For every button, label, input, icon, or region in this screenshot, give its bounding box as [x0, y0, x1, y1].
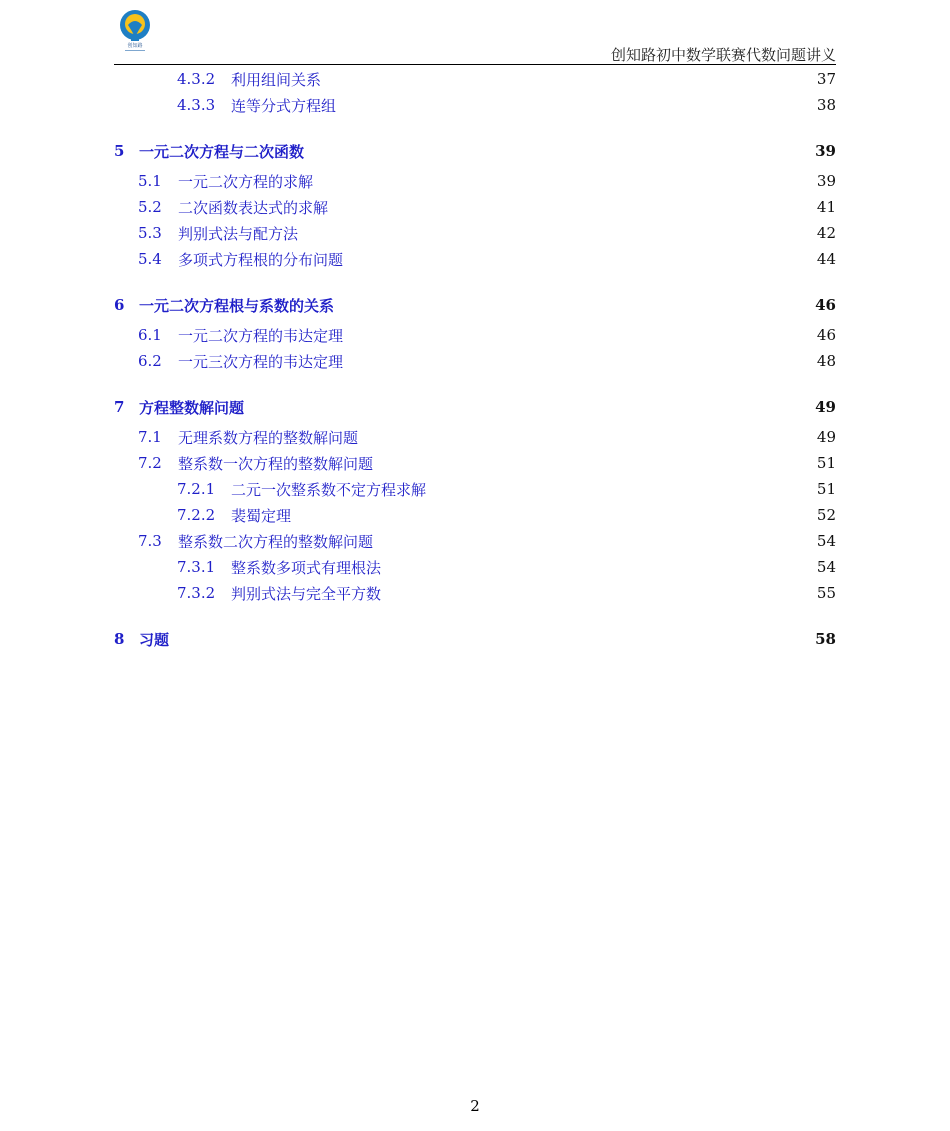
table-of-contents — [114, 66, 836, 656]
toc-entry-title[interactable]: 利用组间关系 — [231, 70, 322, 89]
toc-entry-page[interactable]: 41 — [816, 198, 836, 216]
toc-entry-title[interactable]: 一元二次方程与二次函数 — [139, 142, 305, 161]
toc-dot-leader — [344, 95, 804, 115]
toc-dot-leader — [381, 453, 804, 473]
toc-entry-title[interactable]: 裴蜀定理 — [231, 506, 292, 525]
toc-section[interactable] — [114, 348, 836, 374]
toc-dot-leader — [321, 171, 804, 191]
toc-entry-number[interactable]: 5.3 — [138, 224, 162, 242]
toc-entry-title[interactable]: 整系数多项式有理根法 — [231, 558, 382, 577]
toc-entry-number[interactable]: 7.2.1 — [177, 480, 216, 498]
toc-section[interactable] — [114, 220, 836, 246]
toc-entry-number[interactable]: 4.3.3 — [177, 96, 216, 114]
toc-section[interactable] — [114, 450, 836, 476]
toc-entry-page[interactable]: 55 — [816, 584, 836, 602]
toc-entry-title[interactable]: 一元三次方程的韦达定理 — [178, 352, 344, 371]
toc-dot-leader — [299, 505, 804, 525]
toc-chapter[interactable] — [114, 288, 836, 322]
toc-entry-page[interactable]: 46 — [816, 326, 836, 344]
toc-dot-leader — [329, 69, 804, 89]
toc-entry-title[interactable]: 判别式法与完全平方数 — [231, 584, 382, 603]
toc-entry-page[interactable]: 39 — [816, 172, 836, 190]
logo — [114, 9, 156, 53]
header-rule — [114, 64, 836, 65]
toc-entry-number[interactable]: 7.3 — [138, 532, 162, 550]
toc-entry-page[interactable]: 46 — [815, 296, 836, 314]
toc-chapter[interactable] — [114, 622, 836, 656]
toc-entry-number[interactable]: 7.2 — [138, 454, 162, 472]
toc-entry-number[interactable]: 5.4 — [138, 250, 162, 268]
toc-dot-leader — [351, 351, 804, 371]
toc-entry-title[interactable]: 连等分式方程组 — [231, 96, 337, 115]
toc-entry-title[interactable]: 二次函数表达式的求解 — [178, 198, 329, 217]
toc-entry-number[interactable]: 7 — [114, 398, 125, 416]
toc-entry-title[interactable]: 整系数一次方程的整数解问题 — [178, 454, 374, 473]
toc-subsection[interactable] — [114, 92, 836, 118]
toc-entry-number[interactable]: 5 — [114, 142, 125, 160]
toc-entry-page[interactable]: 38 — [816, 96, 836, 114]
toc-entry-page[interactable]: 48 — [816, 352, 836, 370]
toc-dot-leader — [351, 325, 804, 345]
toc-entry-page[interactable]: 44 — [816, 250, 836, 268]
toc-dot-leader — [434, 479, 804, 499]
toc-chapter[interactable] — [114, 390, 836, 424]
toc-section[interactable] — [114, 194, 836, 220]
toc-section[interactable] — [114, 322, 836, 348]
toc-entry-title[interactable]: 一元二次方程根与系数的关系 — [139, 296, 335, 315]
toc-dot-leader — [381, 531, 804, 551]
toc-subsection[interactable] — [114, 580, 836, 606]
running-title: 创知路初中数学联赛代数问题讲义 — [610, 46, 836, 64]
toc-entry-page[interactable]: 39 — [815, 142, 836, 160]
toc-dot-leader — [336, 197, 804, 217]
toc-dot-leader — [389, 557, 804, 577]
toc-entry-number[interactable]: 7.2.2 — [177, 506, 216, 524]
toc-entry-title[interactable]: 无理系数方程的整数解问题 — [178, 428, 359, 447]
toc-subsection[interactable] — [114, 502, 836, 528]
toc-entry-page[interactable]: 54 — [816, 558, 836, 576]
toc-subsection[interactable] — [114, 476, 836, 502]
toc-subsection[interactable] — [114, 66, 836, 92]
logo-text: 创知路 — [127, 43, 143, 49]
toc-subsection[interactable] — [114, 554, 836, 580]
toc-entry-number[interactable]: 7.3.1 — [177, 558, 216, 576]
toc-entry-title[interactable]: 多项式方程根的分布问题 — [178, 250, 344, 269]
toc-entry-number[interactable]: 6.2 — [138, 352, 162, 370]
toc-section[interactable] — [114, 528, 836, 554]
toc-entry-title[interactable]: 一元二次方程的韦达定理 — [178, 326, 344, 345]
toc-entry-title[interactable]: 习题 — [139, 630, 170, 649]
toc-entry-number[interactable]: 8 — [114, 630, 125, 648]
toc-entry-page[interactable]: 54 — [816, 532, 836, 550]
toc-entry-page[interactable]: 58 — [815, 630, 836, 648]
toc-section[interactable] — [114, 246, 836, 272]
lightbulb-logo-icon — [114, 9, 156, 53]
toc-entry-page[interactable]: 37 — [816, 70, 836, 88]
toc-entry-page[interactable]: 49 — [816, 428, 836, 446]
toc-chapter[interactable] — [114, 134, 836, 168]
toc-entry-title[interactable]: 二元一次整系数不定方程求解 — [231, 480, 427, 499]
toc-entry-title[interactable]: 一元二次方程的求解 — [178, 172, 314, 191]
toc-entry-page[interactable]: 49 — [815, 398, 836, 416]
toc-entry-number[interactable]: 4.3.2 — [177, 70, 216, 88]
toc-entry-page[interactable]: 42 — [816, 224, 836, 242]
toc-entry-title[interactable]: 整系数二次方程的整数解问题 — [178, 532, 374, 551]
toc-entry-number[interactable]: 6 — [114, 296, 125, 314]
toc-entry-number[interactable]: 7.3.2 — [177, 584, 216, 602]
toc-entry-number[interactable]: 7.1 — [138, 428, 162, 446]
toc-entry-title[interactable]: 判别式法与配方法 — [178, 224, 299, 243]
toc-dot-leader — [306, 223, 804, 243]
toc-entry-page[interactable]: 52 — [816, 506, 836, 524]
toc-dot-leader — [351, 249, 804, 269]
toc-entry-number[interactable]: 5.1 — [138, 172, 162, 190]
toc-entry-page[interactable]: 51 — [816, 480, 836, 498]
page-number: 2 — [470, 1097, 480, 1115]
toc-entry-number[interactable]: 5.2 — [138, 198, 162, 216]
toc-entry-title[interactable]: 方程整数解问题 — [139, 398, 245, 417]
toc-dot-leader — [389, 583, 804, 603]
toc-dot-leader — [366, 427, 804, 447]
toc-entry-page[interactable]: 51 — [816, 454, 836, 472]
toc-section[interactable] — [114, 168, 836, 194]
toc-section[interactable] — [114, 424, 836, 450]
toc-entry-number[interactable]: 6.1 — [138, 326, 162, 344]
